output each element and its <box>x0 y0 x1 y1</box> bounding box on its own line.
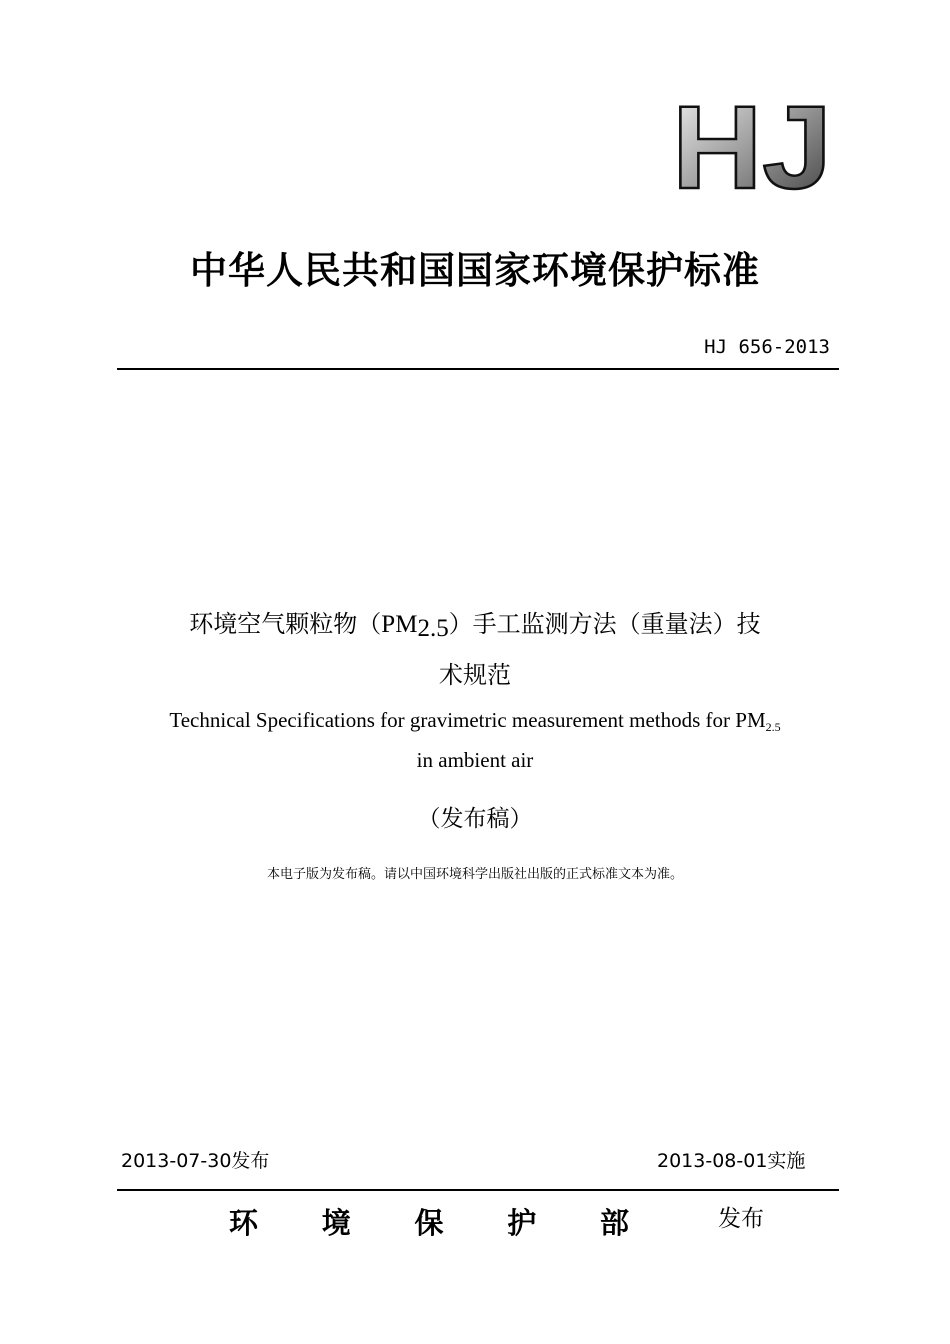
top-divider <box>117 368 839 370</box>
issuer-char: 部 <box>599 1206 629 1240</box>
issuer-char: 保 <box>414 1206 444 1240</box>
issuer-char: 境 <box>321 1206 351 1240</box>
bottom-divider <box>117 1189 839 1191</box>
en-title-line-2: in ambient air <box>416 748 534 772</box>
electronic-version-notice: 本电子版为发布稿。请以中国环境科学出版社出版的正式标准文本为准。 <box>266 867 683 882</box>
issuing-ministry <box>229 1201 629 1242</box>
effective-date: 2013-08-01实施 <box>657 1150 806 1172</box>
issuer-char: 环 <box>229 1206 259 1240</box>
standard-series-title: 中华人民共和国国家环境保护标准 <box>190 249 760 292</box>
issuer-char: 护 <box>507 1206 537 1240</box>
cn-title-pm: PM <box>381 611 418 638</box>
cn-title-pm-subscript: 2.5 <box>417 615 449 642</box>
en-title-line-1 <box>0 708 950 733</box>
en-title-pm-subscript: 2.5 <box>765 720 781 734</box>
cn-title-part-1: 环境空气颗粒物（ <box>189 610 382 638</box>
hj-logo-text: HJ <box>672 100 832 192</box>
publish-label: 发布 <box>718 1206 764 1232</box>
cn-title-line-2: 术规范 <box>439 661 511 689</box>
standard-number: HJ 656-2013 <box>704 336 830 358</box>
hj-logo <box>672 100 834 192</box>
en-title-text: Technical Specifications for gravimetric measurement methods for PM <box>169 708 766 732</box>
draft-label: （发布稿） <box>417 806 533 832</box>
cn-title-line-1 <box>0 604 950 642</box>
cn-title-part-2: ）手工监测方法（重量法）技 <box>448 610 761 638</box>
issue-date: 2013-07-30发布 <box>121 1150 270 1172</box>
